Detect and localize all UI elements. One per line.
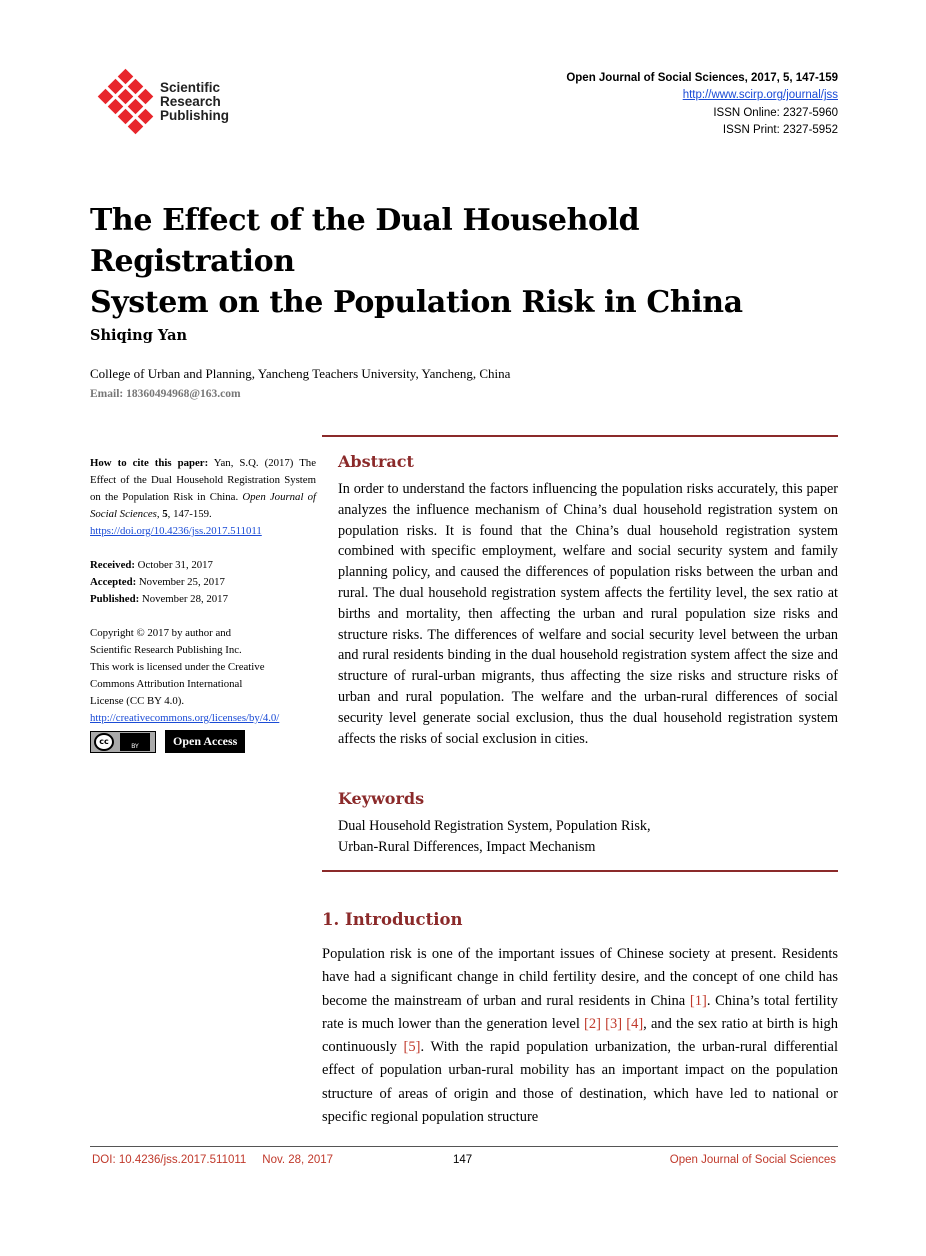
open-access-badge: Open Access: [165, 730, 245, 753]
footer-divider: [90, 1146, 838, 1147]
citation-sidebar: [90, 455, 316, 753]
cc-icon: cc: [94, 733, 114, 751]
citation-ref[interactable]: [4]: [626, 1015, 644, 1032]
journal-info: [566, 70, 838, 139]
citation-ref[interactable]: [2]: [584, 1015, 601, 1032]
accepted-date: Accepted: November 25, 2017: [90, 576, 225, 588]
introduction-text: Population risk is one of the important issues of Chinese society at present. Residents have had a significant change in child fertility desire, and the concept of one child has become the mainstream of urban and rural residents in China [1]. China’s total fertility rate is much lower than the generation level [2] [3] [4], and the sex ratio at birth is high continuously [5]. With the rapid population urbanization, the urban-rural differential effect of population urban-rural mobility has an important impact on the population structure of areas of origin and those of destination, which have led to national or specific regional population structure: [322, 946, 838, 1126]
how-to-cite: How to cite this paper: Yan, S.Q. (2017) The Effect of the Dual Household Registration System on the Population Risk in China. Open Journal of Social Sciences, 5, 147-159.: [90, 457, 317, 520]
author-name: Shiqing Yan: [90, 327, 188, 344]
issn-print: ISSN Print: 2327-5952: [722, 123, 838, 136]
footer-journal-name: Open Journal of Social Sciences: [669, 1154, 836, 1166]
paper-title: The Effect of the Dual Household Registration System on the Population Risk in China: [90, 203, 743, 320]
abstract-text: In order to understand the factors influencing the population risks accurately, this paper analyzes the influence mechanism of China’s dual household registration system on population risks. It is found that the China’s dual household registration system combined with specific employment, welfare and social security system and family planning policy, and caused the differences of population risks between the urban and rural. The dual household registration system affects the fertility level, the sex ratio at births and mortality, then affecting the urban and rural population size risks and structure risks. The differences of welfare and social security level between the urban and rural residents binding in the dual household registration system affect the size and structure of rural-urban migrants, thus affecting the size risks and structure risks of urban and rural population. The welfare and the urban-rural differences of social security level generate social exclusion, thus the dual household registration system affects the risks of social exclusion in cities.: [338, 481, 838, 747]
page-number: 147: [453, 1154, 473, 1166]
publisher-name: Scientific Research Publishing: [160, 80, 229, 123]
license-link[interactable]: http://creativecommons.org/licenses/by/4.0/: [90, 712, 280, 724]
abstract-heading: Abstract: [338, 452, 414, 471]
abstract-bottom-divider: [322, 870, 838, 872]
author-email: Email: 18360494968@163.com: [90, 388, 241, 400]
author-affiliation: College of Urban and Planning, Yancheng Teachers University, Yancheng, China: [90, 366, 511, 381]
journal-citation: Open Journal of Social Sciences, 2017, 5, 147-159: [566, 72, 838, 84]
issn-online: ISSN Online: 2327-5960: [713, 106, 838, 119]
introduction-heading: 1. Introduction: [322, 910, 463, 929]
citation-ref[interactable]: [3]: [605, 1015, 623, 1032]
abstract-top-divider: [322, 435, 838, 437]
published-date: Published: November 28, 2017: [90, 593, 228, 605]
citation-ref[interactable]: [5]: [403, 1039, 421, 1056]
received-date: Received: October 31, 2017: [90, 559, 213, 571]
keywords-text: Dual Household Registration System, Population Risk, Urban-Rural Differences, Impact Mechanism: [338, 818, 651, 855]
copyright-notice: Copyright © 2017 by author and Scientific Research Publishing Inc. This work is licensed under the Creative Commons Attribution International License (CC BY 4.0).: [90, 627, 265, 707]
doi-link[interactable]: https://doi.org/10.4236/jss.2017.511011: [90, 525, 262, 537]
keywords-heading: Keywords: [338, 789, 425, 808]
footer-doi: DOI: 10.4236/jss.2017.511011 Nov. 28, 2017: [92, 1154, 334, 1166]
journal-url-link[interactable]: http://www.scirp.org/journal/jss: [682, 89, 838, 102]
by-icon: BY: [120, 733, 150, 751]
citation-ref[interactable]: [1]: [689, 992, 707, 1009]
cc-by-badge[interactable]: [90, 731, 156, 753]
